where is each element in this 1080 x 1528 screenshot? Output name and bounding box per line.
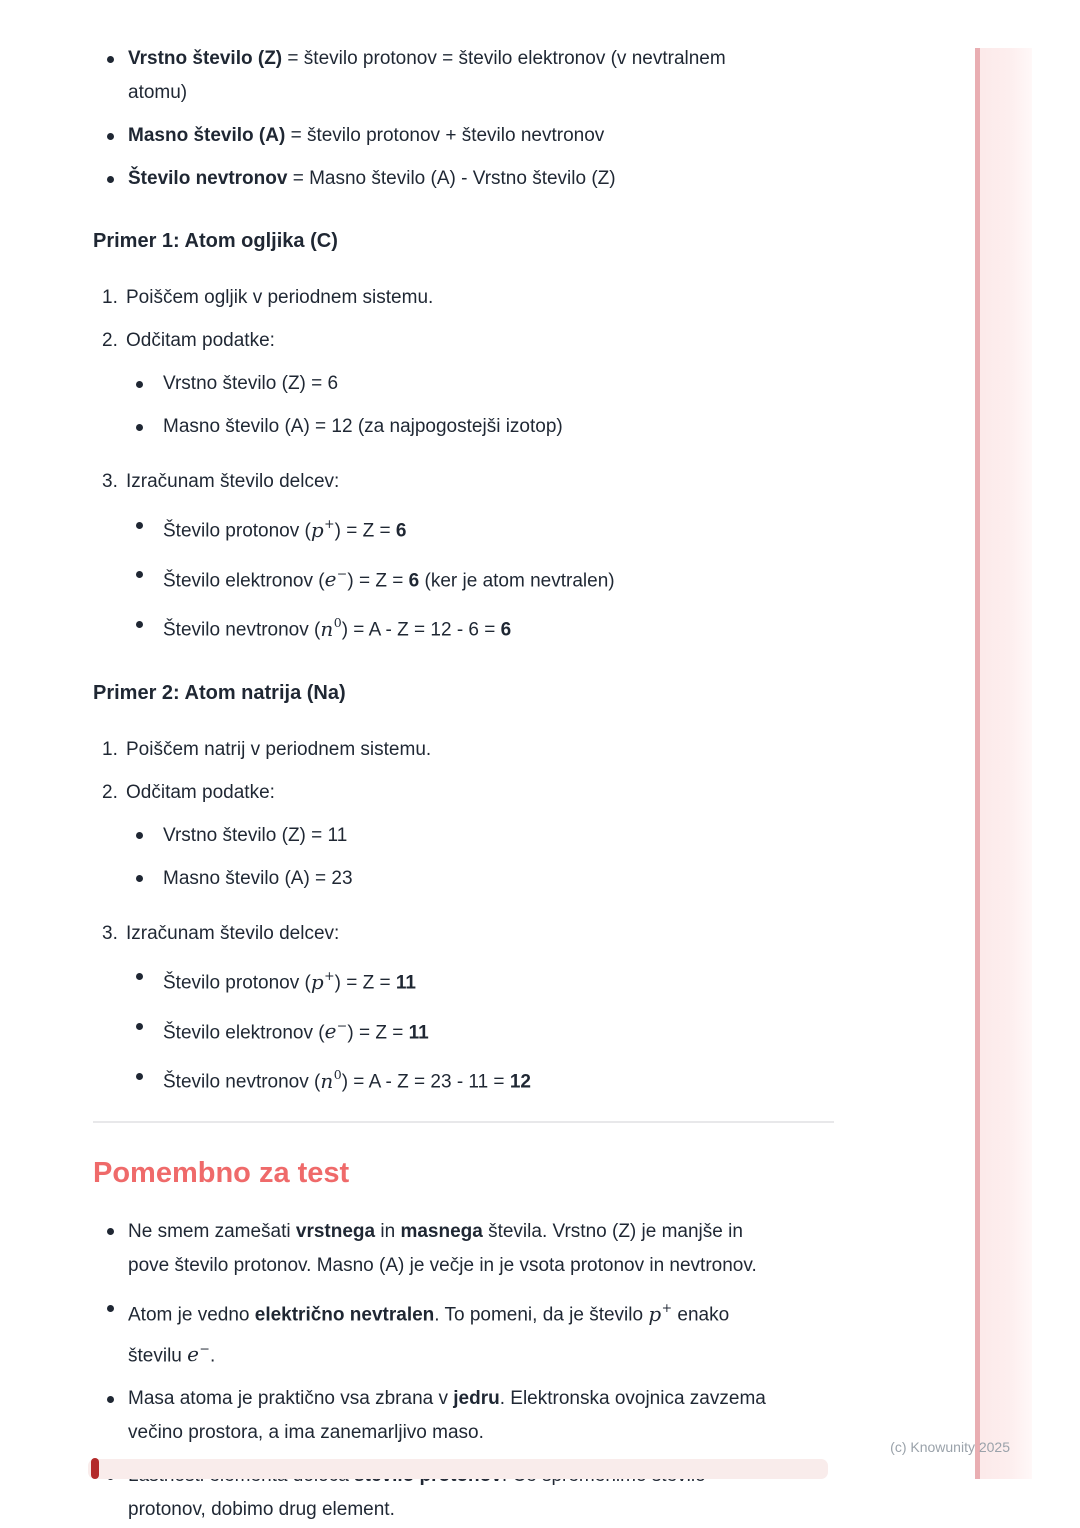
text: Število elektronov (	[163, 570, 325, 592]
list-item	[93, 324, 834, 444]
primer1-steps	[93, 281, 834, 648]
primer1-heading: Primer 1: Atom ogljika (C)	[93, 230, 338, 252]
text: Izračunam število delcev:	[126, 471, 340, 492]
text: Masno število (A) = 23	[163, 867, 353, 889]
math-symbol: p+	[310, 967, 335, 994]
text: Ne smem zamešati	[128, 1220, 296, 1242]
text: Odčitam podatke:	[126, 330, 275, 351]
list-item	[93, 917, 834, 1100]
list-item	[93, 1382, 834, 1450]
text: Masa atoma je praktično vsa zbrana v	[128, 1388, 454, 1410]
text: Atom je vedno	[128, 1304, 255, 1326]
math-symbol: e−	[324, 1017, 348, 1044]
text: pove število protonov. Masno (A) je večje in je vsota protonov in nevtronov.	[128, 1254, 757, 1276]
sub-list-item	[126, 819, 834, 853]
text: Število nevtronov (	[163, 619, 321, 641]
text: Število protonov (	[163, 972, 311, 994]
list-item	[93, 1215, 834, 1283]
sub-list-item	[126, 1010, 834, 1051]
text: (ker je atom nevtralen)	[419, 570, 615, 592]
note-content	[93, 0, 834, 1528]
text: Masno število (A) = 12 (za najpogostejši izotop)	[163, 416, 563, 437]
math-symbol: e−	[324, 565, 348, 592]
bold-text: 6	[395, 520, 407, 542]
list-item	[93, 119, 834, 153]
primer2-steps	[93, 733, 834, 1100]
bold-text: Število nevtronov	[128, 168, 288, 189]
list-item	[93, 42, 834, 110]
bold-text: vrstnega	[295, 1220, 376, 1242]
bold-text: električno nevtralen	[254, 1304, 435, 1326]
text: številu	[128, 1345, 188, 1367]
sub-list	[126, 819, 834, 896]
bold-text: Vrstno število (Z)	[128, 48, 283, 69]
text: Število elektronov (	[163, 1022, 325, 1044]
math-symbol: $n^0$	[320, 1067, 342, 1093]
text: Vrstno število (Z) = 11	[163, 824, 348, 846]
bold-text: 6	[500, 619, 512, 641]
sub-list-item	[126, 960, 834, 1001]
text: in	[375, 1220, 401, 1242]
text: = število protonov + število nevtronov	[285, 125, 605, 146]
section-divider	[93, 1121, 834, 1123]
text: ) = Z =	[334, 972, 396, 994]
next-section-preview-bar	[88, 1459, 828, 1479]
bold-text: Masno število (A)	[128, 125, 286, 146]
sub-list	[126, 960, 834, 1100]
list-item	[93, 1292, 834, 1373]
text: = število protonov = število elektronov (v nevtralnem	[282, 48, 726, 69]
text: Poiščem natrij v periodnem sistemu.	[126, 738, 432, 760]
bold-text: 11	[408, 1022, 429, 1044]
text: Vrstno število (Z) = 6	[163, 373, 339, 394]
text: Število protonov (	[163, 520, 311, 542]
text: ) = Z =	[334, 520, 396, 542]
list-item	[93, 733, 834, 767]
text: protonov, dobimo drug element.	[128, 1499, 395, 1521]
list-item	[93, 281, 834, 315]
math-symbol: p+	[648, 1299, 673, 1326]
text: ) = Z =	[347, 570, 409, 592]
primer2-heading: Primer 2: Atom natrija (Na)	[93, 681, 346, 704]
text: ) = Z =	[347, 1022, 409, 1044]
text: večino prostora, a ima zanemarljivo maso.	[128, 1422, 484, 1444]
sub-list	[126, 367, 834, 444]
sub-list	[126, 508, 834, 648]
text: = Masno število (A) - Vrstno število (Z)	[287, 168, 616, 189]
math-symbol: p+	[310, 516, 335, 542]
bold-text: jedru	[453, 1388, 500, 1410]
definitions-list	[93, 42, 834, 196]
sub-list-item	[126, 1059, 834, 1100]
list-item	[93, 162, 834, 196]
important-list	[93, 1215, 834, 1527]
bold-text: 12	[509, 1071, 531, 1093]
bold-text: 6	[408, 570, 420, 592]
text: števila. Vrstno (Z) je manjše in	[482, 1220, 743, 1242]
page-edge-decoration	[975, 48, 1032, 1479]
bold-text: 11	[395, 972, 416, 994]
math-symbol: $n^0$	[320, 615, 342, 641]
important-heading: Pomembno za test	[93, 1156, 350, 1189]
sub-list-item	[126, 607, 834, 648]
red-accent-cap	[91, 1458, 99, 1479]
text: . Elektronska ovojnica zavzema	[499, 1388, 766, 1410]
text: . To pomeni, da je število	[434, 1304, 649, 1326]
sub-list-item	[126, 410, 834, 444]
sub-list-item	[126, 367, 834, 401]
text: Poiščem ogljik v periodnem sistemu.	[126, 287, 434, 308]
list-item	[93, 465, 834, 648]
math-symbol: e−	[187, 1340, 210, 1367]
text: ) = A - Z = 12 - 6 =	[341, 619, 501, 641]
watermark: (c) Knowunity 2025	[890, 1439, 1010, 1455]
sub-list-item	[126, 862, 834, 896]
text: ) = A - Z = 23 - 11 =	[341, 1071, 510, 1093]
text: Izračunam število delcev:	[126, 922, 340, 944]
list-item	[93, 776, 834, 896]
text: enako	[672, 1304, 730, 1326]
page-edge-line	[975, 48, 980, 1479]
text: .	[209, 1345, 216, 1367]
bold-text: masnega	[400, 1220, 483, 1242]
sub-list-item	[126, 558, 834, 599]
text: Odčitam podatke:	[126, 781, 275, 803]
sub-list-item	[126, 508, 834, 549]
text: atomu)	[128, 82, 188, 103]
text: Število nevtronov (	[163, 1071, 321, 1093]
